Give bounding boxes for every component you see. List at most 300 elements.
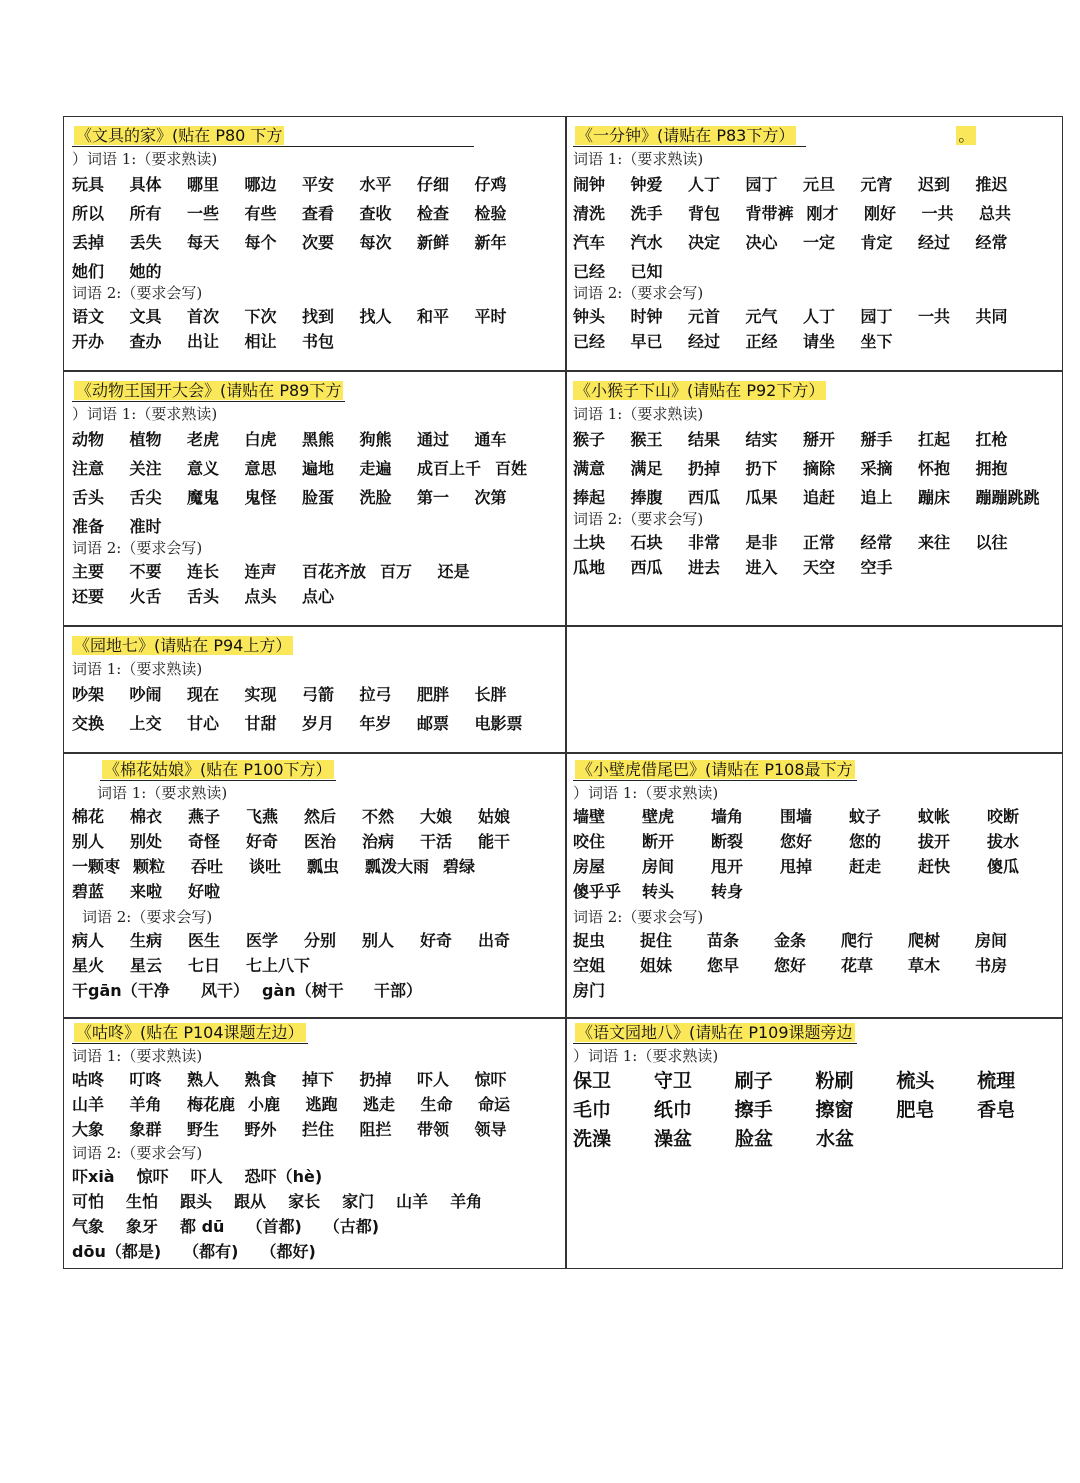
vocab-word: 魔鬼 [187, 488, 220, 507]
word-row [573, 928, 1058, 953]
vocab-word: 赶快 [918, 857, 951, 876]
vocab-word: 好啦 [188, 882, 221, 901]
vocab-word: 背包 [688, 204, 721, 223]
vocab-word: 吓xià [72, 1167, 115, 1186]
vocab-list-1 [72, 680, 562, 738]
word-row [72, 454, 562, 483]
vocab-word: 棉花 [72, 807, 105, 826]
vocab-word: 瓜地 [573, 558, 606, 577]
vocab-word: 出让 [187, 332, 220, 351]
vocab-word: 能干 [478, 832, 511, 851]
vocab-word: 气象 [72, 1217, 105, 1236]
vocab-word: 象牙 [126, 1217, 159, 1236]
word-row [573, 170, 1058, 199]
vocab-word: 哪边 [244, 175, 277, 194]
vocab-word: 燕子 [188, 807, 221, 826]
vocab-word: 洗手 [630, 204, 663, 223]
vocab-word: 查看 [302, 204, 335, 223]
vocab-word: 正常 [803, 533, 836, 552]
word-row [72, 1092, 562, 1117]
vocab-word: 开办 [72, 332, 105, 351]
vocab-word: 一颗枣 [72, 857, 121, 876]
vocab-word: （都好) [260, 1242, 316, 1261]
vocab-word: 七日 [188, 956, 221, 975]
vocab-word: 赶走 [849, 857, 882, 876]
vocab-word: 拉弓 [359, 685, 392, 704]
vocab-word: 每天 [187, 233, 220, 252]
vocab-label-1: 词语 1:（要求熟读) [97, 784, 228, 802]
vocab-word: 碧蓝 [72, 882, 105, 901]
vocab-word: 姐妹 [640, 956, 673, 975]
vocab-word: 领导 [474, 1120, 507, 1139]
word-row [72, 483, 562, 512]
vocab-word: 甘心 [187, 714, 220, 733]
vocab-list-2 [72, 304, 562, 354]
vocab-label-1: ）词语 1:（要求熟读) [573, 784, 719, 802]
vocab-word: 土块 [573, 533, 606, 552]
vocab-word: 奇怪 [188, 832, 221, 851]
column-divider [565, 116, 567, 1269]
vocab-word: 钟头 [573, 307, 606, 326]
vocab-word: 怀抱 [918, 459, 951, 478]
word-row [573, 953, 1058, 978]
cell-yi-fen-zhong [573, 126, 1058, 368]
vocab-label-2: 词语 2:（要求会写) [573, 908, 704, 926]
vocab-word: 每个 [244, 233, 277, 252]
vocab-word: 阻拦 [359, 1120, 392, 1139]
vocab-word: 墙角 [711, 807, 744, 826]
lesson-title: 《语文园地八》(请贴在 P109课题旁边 [573, 1023, 1058, 1045]
vocab-word: 走遍 [359, 459, 392, 478]
vocab-word: 她的 [129, 262, 162, 281]
vocab-word: 生病 [130, 931, 163, 950]
vocab-word: 惊吓 [136, 1167, 169, 1186]
vocab-word: 正经 [745, 332, 778, 351]
vocab-word: 一些 [187, 204, 220, 223]
vocab-word: 石块 [630, 533, 663, 552]
cell-xiao-houzi [573, 381, 1058, 623]
word-row [72, 1239, 562, 1264]
vocab-word: 病人 [72, 931, 105, 950]
vocab-word: 查办 [129, 332, 162, 351]
vocab-list-2 [72, 1164, 562, 1264]
vocab-word: 还是 [437, 562, 470, 581]
vocab-word: 苗条 [707, 931, 740, 950]
vocab-word: 新鲜 [417, 233, 450, 252]
vocab-word: 您好 [780, 832, 813, 851]
vocab-word: 狗熊 [359, 430, 392, 449]
vocab-word: 来往 [918, 533, 951, 552]
vocab-word: 次要 [302, 233, 335, 252]
vocab-word: 医治 [304, 832, 337, 851]
vocab-word: 玩具 [72, 175, 105, 194]
word-row [72, 1067, 562, 1092]
vocab-word: 羊角 [129, 1095, 162, 1114]
vocab-label-2: 词语 2:（要求会写) [72, 539, 203, 557]
vocab-word: 连长 [187, 562, 220, 581]
vocab-word: 颗粒 [133, 857, 166, 876]
row-divider [63, 1017, 1063, 1019]
vocab-word: 书房 [975, 956, 1008, 975]
vocab-word: 擦手 [734, 1099, 773, 1121]
word-row [72, 680, 562, 709]
vocab-list-1 [573, 1067, 1058, 1154]
vocab-word: 捉虫 [573, 931, 606, 950]
vocab-word: 房间 [975, 931, 1008, 950]
vocab-list-1 [72, 170, 562, 286]
vocab-word: 大象 [72, 1120, 105, 1139]
vocab-list-1 [72, 425, 562, 541]
vocab-word: 不然 [362, 807, 395, 826]
vocab-word: 已经 [573, 332, 606, 351]
vocab-word: 水盆 [816, 1128, 855, 1150]
vocab-word: 棉衣 [130, 807, 163, 826]
word-row [72, 928, 562, 953]
vocab-word: 共同 [975, 307, 1008, 326]
vocab-word: 钟爱 [630, 175, 663, 194]
vocab-word: 来啦 [130, 882, 163, 901]
vocab-word: 七上八下 [246, 956, 311, 975]
vocab-word: 迟到 [918, 175, 951, 194]
vocab-word: 肥胖 [417, 685, 450, 704]
vocab-word: 西瓜 [630, 558, 663, 577]
word-row [72, 953, 562, 978]
vocab-word: 肯定 [860, 233, 893, 252]
vocab-word: 汽水 [630, 233, 663, 252]
vocab-word: 甩掉 [780, 857, 813, 876]
vocab-word: 医学 [246, 931, 279, 950]
cell-gudong [72, 1023, 562, 1265]
lesson-title: 《咕咚》(贴在 P104课题左边） [72, 1023, 562, 1045]
vocab-word: 星云 [130, 956, 163, 975]
vocab-word: 追赶 [803, 488, 836, 507]
vocab-word: 家门 [342, 1192, 375, 1211]
vocab-word: 围墙 [780, 807, 813, 826]
vocab-word: 香皂 [977, 1099, 1016, 1121]
vocab-word: 舌头 [187, 587, 220, 606]
vocab-list-2 [573, 928, 1058, 1003]
vocab-word: 下次 [244, 307, 277, 326]
lesson-title: 《棉花姑娘》(贴在 P100下方） [72, 760, 562, 782]
vocab-word: 刚才 [806, 204, 839, 223]
vocab-word: 丢失 [129, 233, 162, 252]
vocab-word: 别人 [72, 832, 105, 851]
vocab-word: 不要 [129, 562, 162, 581]
vocab-word: 早已 [630, 332, 663, 351]
vocab-word: 结果 [688, 430, 721, 449]
vocab-word: 房门 [573, 981, 606, 1000]
vocab-word: 关注 [129, 459, 162, 478]
vocab-word: 捉住 [640, 931, 673, 950]
lesson-title: 《一分钟》(请贴在 P83下方） 。 [573, 126, 1058, 148]
vocab-word: 是非 [745, 533, 778, 552]
word-row [573, 329, 1058, 354]
vocab-word: 以往 [975, 533, 1008, 552]
vocab-word: 丢掉 [72, 233, 105, 252]
word-row [72, 559, 562, 584]
vocab-label-2: 词语 2:（要求会写) [82, 908, 213, 926]
vocab-word: 分别 [304, 931, 337, 950]
vocab-word: 房间 [642, 857, 675, 876]
vocab-word: 闹钟 [573, 175, 606, 194]
vocab-word: 掉下 [302, 1070, 335, 1089]
vocab-word: 平安 [302, 175, 335, 194]
vocab-word: 老虎 [187, 430, 220, 449]
vocab-word: 傻乎乎 [573, 882, 622, 901]
vocab-word: 人丁 [688, 175, 721, 194]
vocab-word: 天空 [803, 558, 836, 577]
vocab-word: 扛起 [918, 430, 951, 449]
vocab-list-1 [573, 804, 1058, 904]
vocab-word: 房屋 [573, 857, 606, 876]
vocab-word: 捧腹 [630, 488, 663, 507]
vocab-word: 蚊子 [849, 807, 882, 826]
vocab-word: 生命 [420, 1095, 453, 1114]
vocab-word: 找到 [302, 307, 335, 326]
vocab-word: 蹦蹦跳跳 [975, 488, 1040, 507]
vocab-word: 首次 [187, 307, 220, 326]
vocab-word: 熟人 [187, 1070, 220, 1089]
vocab-word: 园丁 [860, 307, 893, 326]
vocab-word: 结实 [745, 430, 778, 449]
vocab-word: 检查 [417, 204, 450, 223]
vocab-word: 擦窗 [815, 1099, 854, 1121]
vocab-word: 甩开 [711, 857, 744, 876]
vocab-word: 她们 [72, 262, 105, 281]
vocab-word: 出奇 [478, 931, 511, 950]
vocab-word: 扔下 [745, 459, 778, 478]
vocab-word: 黑熊 [302, 430, 335, 449]
vocab-word: 小鹿 [248, 1095, 281, 1114]
vocab-word: 吞吐 [191, 857, 224, 876]
vocab-word: 您的 [849, 832, 882, 851]
vocab-word: 岁月 [302, 714, 335, 733]
vocab-word: 掰手 [860, 430, 893, 449]
vocab-word: 梳理 [977, 1070, 1016, 1092]
vocab-word: 吓人 [417, 1070, 450, 1089]
vocab-word: 惊吓 [474, 1070, 507, 1089]
vocab-word: 然后 [304, 807, 337, 826]
vocab-word: 洗澡 [573, 1128, 612, 1150]
vocab-word: 转身 [711, 882, 744, 901]
vocab-word: 平时 [474, 307, 507, 326]
vocab-label-1: 词语 1:（要求熟读) [573, 405, 704, 423]
vocab-word: 刷子 [734, 1070, 773, 1092]
vocab-word: 通过 [417, 430, 450, 449]
vocab-word: 猴子 [573, 430, 606, 449]
vocab-word: 您早 [707, 956, 740, 975]
vocab-word: 鬼怪 [244, 488, 277, 507]
vocab-word: 仔鸡 [474, 175, 507, 194]
vocab-word: 邮票 [417, 714, 450, 733]
lesson-title: 《小壁虎借尾巴》(请贴在 P108最下方 [573, 760, 1058, 782]
vocab-word: 电影票 [474, 714, 523, 733]
vocab-word: 动物 [72, 430, 105, 449]
vocab-word: 所以 [72, 204, 105, 223]
vocab-word: 每次 [359, 233, 392, 252]
vocab-word: 空手 [860, 558, 893, 577]
vocab-word: 断开 [642, 832, 675, 851]
vocab-label-1: 词语 1:（要求熟读) [573, 150, 704, 168]
vocab-word: 转头 [642, 882, 675, 901]
vocab-word: 百万 [380, 562, 413, 581]
word-row [573, 1125, 1058, 1154]
word-row [72, 978, 562, 1003]
vocab-label-1: ）词语 1:（要求熟读) [573, 1047, 719, 1065]
vocab-list-1 [72, 1067, 562, 1142]
word-row [72, 829, 562, 854]
vocab-word: 甘甜 [244, 714, 277, 733]
vocab-word: 生怕 [126, 1192, 159, 1211]
vocab-word: 家长 [288, 1192, 321, 1211]
vocab-word: 可怕 [72, 1192, 105, 1211]
vocab-word: 咬断 [987, 807, 1020, 826]
vocab-word: 汽车 [573, 233, 606, 252]
cell-mianhua-guniang [72, 760, 562, 1015]
vocab-word: 医生 [188, 931, 221, 950]
word-row [72, 199, 562, 228]
vocab-list-2 [72, 559, 562, 609]
vocab-word: 蹦床 [918, 488, 951, 507]
vocab-word: 推迟 [975, 175, 1008, 194]
vocab-label-1: 词语 1:（要求熟读) [72, 1047, 203, 1065]
vocab-word: 带领 [417, 1120, 450, 1139]
cell-dongwu-wangguo [72, 381, 562, 623]
vocab-word: 追上 [860, 488, 893, 507]
vocab-label-1: ）词语 1:（要求熟读) [72, 405, 218, 423]
vocab-word: （都有) [183, 1242, 239, 1261]
word-row [72, 709, 562, 738]
word-row [72, 584, 562, 609]
vocab-word: 肥皂 [896, 1099, 935, 1121]
word-row [72, 425, 562, 454]
vocab-word: 羊角 [450, 1192, 483, 1211]
vocab-word: 已知 [630, 262, 663, 281]
vocab-word: 干部） [374, 981, 423, 1000]
word-row [573, 555, 1058, 580]
word-row [573, 879, 1058, 904]
vocab-word: 花草 [841, 956, 874, 975]
vocab-word: 经常 [860, 533, 893, 552]
empty-cell [568, 628, 1061, 750]
vocab-word: 梅花鹿 [187, 1095, 236, 1114]
vocab-label-2: 词语 2:（要求会写) [72, 1144, 203, 1162]
word-row [72, 1117, 562, 1142]
vocab-word: 总共 [979, 204, 1012, 223]
vocab-word: 瓢泼大雨 [365, 857, 430, 876]
vocab-word: 猴王 [630, 430, 663, 449]
vocab-word: 和平 [417, 307, 450, 326]
vocab-word: 坐下 [860, 332, 893, 351]
vocab-word: 保卫 [573, 1070, 612, 1092]
vocab-word: 咕咚 [72, 1070, 105, 1089]
lesson-title: 《园地七》(请贴在 P94上方） [74, 636, 292, 655]
vocab-word: 点头 [244, 587, 277, 606]
vocab-word: 毛巾 [573, 1099, 612, 1121]
vocab-word: 星火 [72, 956, 105, 975]
vocab-word: 采摘 [860, 459, 893, 478]
vocab-word: 上交 [129, 714, 162, 733]
vocab-word: 金条 [774, 931, 807, 950]
vocab-word: 象群 [129, 1120, 162, 1139]
cell-xiao-bihu [573, 760, 1058, 1015]
vocab-word: 白虎 [244, 430, 277, 449]
vocab-word: 脸盆 [735, 1128, 774, 1150]
vocab-word: 舌头 [72, 488, 105, 507]
vocab-word: 书包 [302, 332, 335, 351]
row-divider [63, 370, 1063, 372]
vocab-word: gàn（树干 [262, 981, 344, 1000]
lesson-title: 《文具的家》(贴在 P80 下方 [72, 126, 562, 148]
vocab-word: 新年 [474, 233, 507, 252]
vocab-word: 实现 [244, 685, 277, 704]
vocab-word: 吵架 [72, 685, 105, 704]
vocab-word: 干gān（干净 [72, 981, 170, 1000]
vocab-word: 空姐 [573, 956, 606, 975]
word-row [573, 829, 1058, 854]
vocab-word: 风干） [201, 981, 250, 1000]
vocab-word: 人丁 [803, 307, 836, 326]
vocab-word: 查收 [359, 204, 392, 223]
vocab-word: 草木 [908, 956, 941, 975]
word-row [72, 329, 562, 354]
vocab-word: 粉刷 [815, 1070, 854, 1092]
vocab-word: 西瓜 [688, 488, 721, 507]
vocab-word: 文具 [129, 307, 162, 326]
vocab-list-1 [573, 170, 1058, 286]
word-row [573, 454, 1058, 483]
vocab-label-2: 词语 2:（要求会写) [573, 284, 704, 302]
vocab-word: 梳头 [896, 1070, 935, 1092]
cell-wenju-de-jia [72, 126, 562, 368]
vocab-word: 百姓 [495, 459, 528, 478]
vocab-word: dōu（都是) [72, 1242, 162, 1261]
vocab-word: 吵闹 [129, 685, 162, 704]
vocab-word: 主要 [72, 562, 105, 581]
vocab-word: 准时 [129, 517, 162, 536]
vocab-word: 元宵 [860, 175, 893, 194]
vocab-word: 相让 [244, 332, 277, 351]
vocab-word: 澡盆 [654, 1128, 693, 1150]
vocab-word: 墙壁 [573, 807, 606, 826]
vocab-word: 检验 [474, 204, 507, 223]
vocab-word: 大娘 [420, 807, 453, 826]
vocab-word: 治病 [362, 832, 395, 851]
vocab-word: 通车 [474, 430, 507, 449]
vocab-word: 第一 [417, 488, 450, 507]
vocab-label-2: 词语 2:（要求会写) [72, 284, 203, 302]
vocab-word: 元旦 [803, 175, 836, 194]
vocab-word: 洗脸 [359, 488, 392, 507]
word-row [72, 1189, 562, 1214]
vocab-word: 野生 [187, 1120, 220, 1139]
word-row [72, 1164, 562, 1189]
word-row [573, 228, 1058, 257]
word-row [573, 978, 1058, 1003]
vocab-word: 百花齐放 [302, 562, 367, 581]
vocab-word: 捧起 [573, 488, 606, 507]
word-row [72, 804, 562, 829]
vocab-word: 傻瓜 [987, 857, 1020, 876]
vocab-word: 植物 [129, 430, 162, 449]
vocab-word: 长胖 [474, 685, 507, 704]
word-row [72, 1214, 562, 1239]
word-row [72, 879, 562, 904]
vocab-word: 碧绿 [443, 857, 476, 876]
vocab-word: 满足 [630, 459, 663, 478]
vocab-word: 弓箭 [302, 685, 335, 704]
vocab-word: 非常 [688, 533, 721, 552]
